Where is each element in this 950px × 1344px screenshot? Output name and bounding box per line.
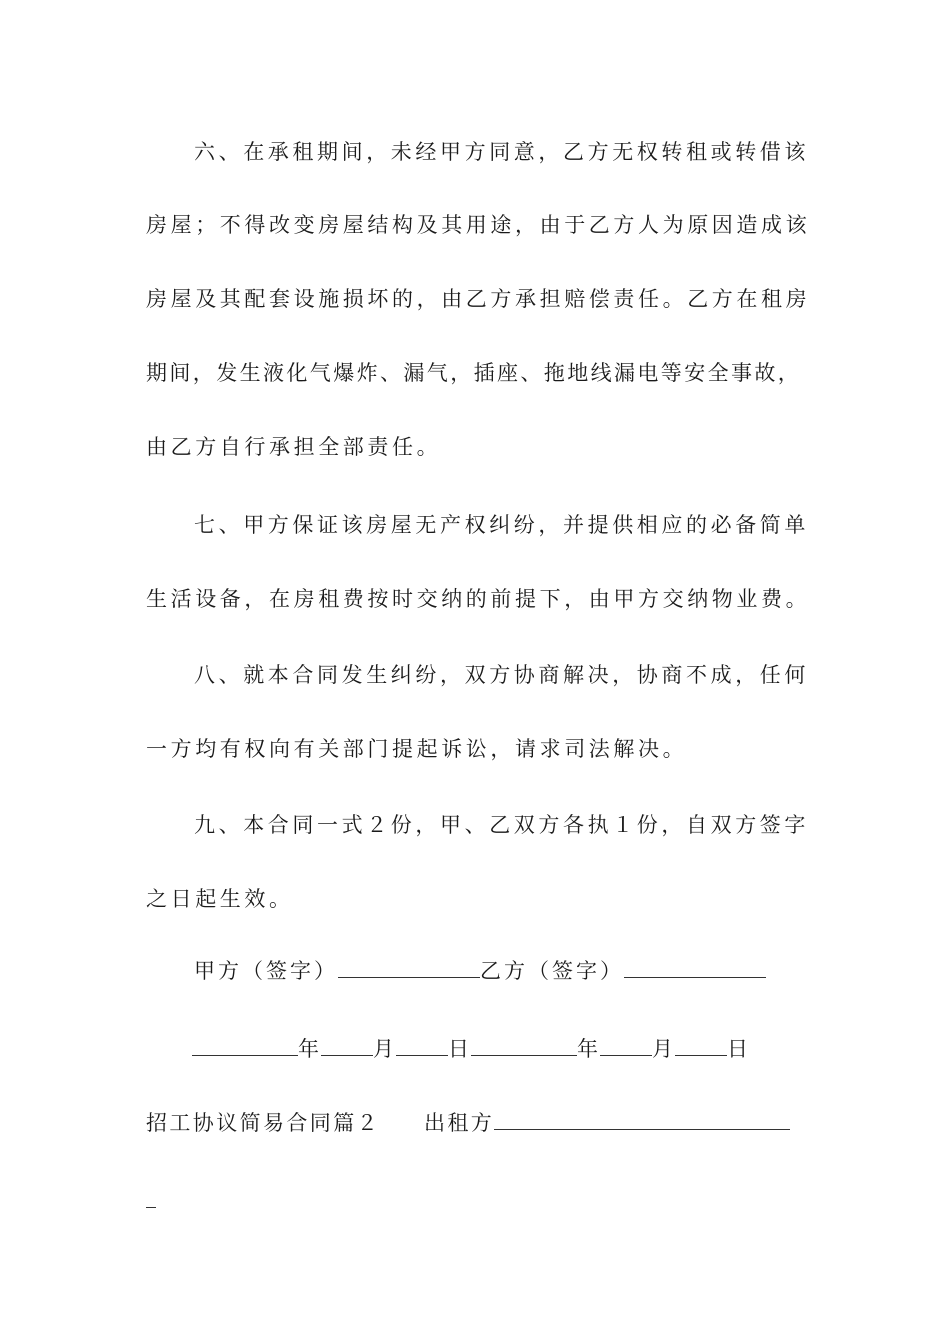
paragraph-9-line-1: 九、本合同一式２份，甲、乙双方各执１份，自双方签字: [194, 813, 809, 837]
paragraph-6-line-3: 房屋及其配套设施损坏的，由乙方承担赔偿责任。乙方在租房: [146, 287, 811, 311]
paragraph-7-line-2: 生活设备，在房租费按时交纳的前提下，由甲方交纳物业费。: [146, 587, 811, 611]
paragraph-8-line-2: 一方均有权向有关部门提起诉讼，请求司法解决。: [146, 737, 688, 761]
party-a-label: 甲方（签字）: [194, 959, 338, 983]
day-label-b: 日: [727, 1037, 750, 1061]
paragraph-6-line-1: 六、在承租期间，未经甲方同意，乙方无权转租或转借该: [194, 140, 809, 164]
continuation-blank[interactable]: [146, 1189, 156, 1208]
paragraph-7-line-1: 七、甲方保证该房屋无产权纠纷，并提供相应的必备简单: [194, 513, 809, 537]
party-a-year-blank[interactable]: [192, 1037, 298, 1056]
lessor-name-blank[interactable]: [494, 1111, 790, 1130]
party-a-month-blank[interactable]: [321, 1037, 373, 1056]
party-a-day-blank[interactable]: [396, 1037, 448, 1056]
continuation-blank-line: [146, 1186, 156, 1216]
paragraph-8-line-1: 八、就本合同发生纠纷，双方协商解决，协商不成，任何: [194, 663, 809, 687]
day-label-a: 日: [448, 1037, 471, 1061]
party-a-signature-blank[interactable]: [338, 959, 480, 978]
paragraph-6-line-5: 由乙方自行承担全部责任。: [146, 435, 442, 459]
year-label-a: 年: [298, 1037, 321, 1061]
party-b-year-blank[interactable]: [471, 1037, 577, 1056]
party-b-day-blank[interactable]: [675, 1037, 727, 1056]
lessor-label: 出租方: [424, 1111, 495, 1135]
signature-line: [194, 956, 766, 986]
month-label-a: 月: [373, 1037, 396, 1061]
paragraph-9-line-2: 之日起生效。: [146, 887, 294, 911]
date-line: [192, 1034, 750, 1064]
next-section-line: [146, 1108, 790, 1138]
paragraph-6-line-4: 期间，发生液化气爆炸、漏气，插座、拖地线漏电等安全事故，: [146, 361, 802, 385]
party-b-label: 乙方（签字）: [480, 959, 624, 983]
next-section-title: 招工协议简易合同篇２: [146, 1111, 380, 1135]
month-label-b: 月: [652, 1037, 675, 1061]
party-b-month-blank[interactable]: [600, 1037, 652, 1056]
paragraph-6-line-2: 房屋；不得改变房屋结构及其用途，由于乙方人为原因造成该: [146, 213, 811, 237]
year-label-b: 年: [577, 1037, 600, 1061]
party-b-signature-blank[interactable]: [624, 959, 766, 978]
